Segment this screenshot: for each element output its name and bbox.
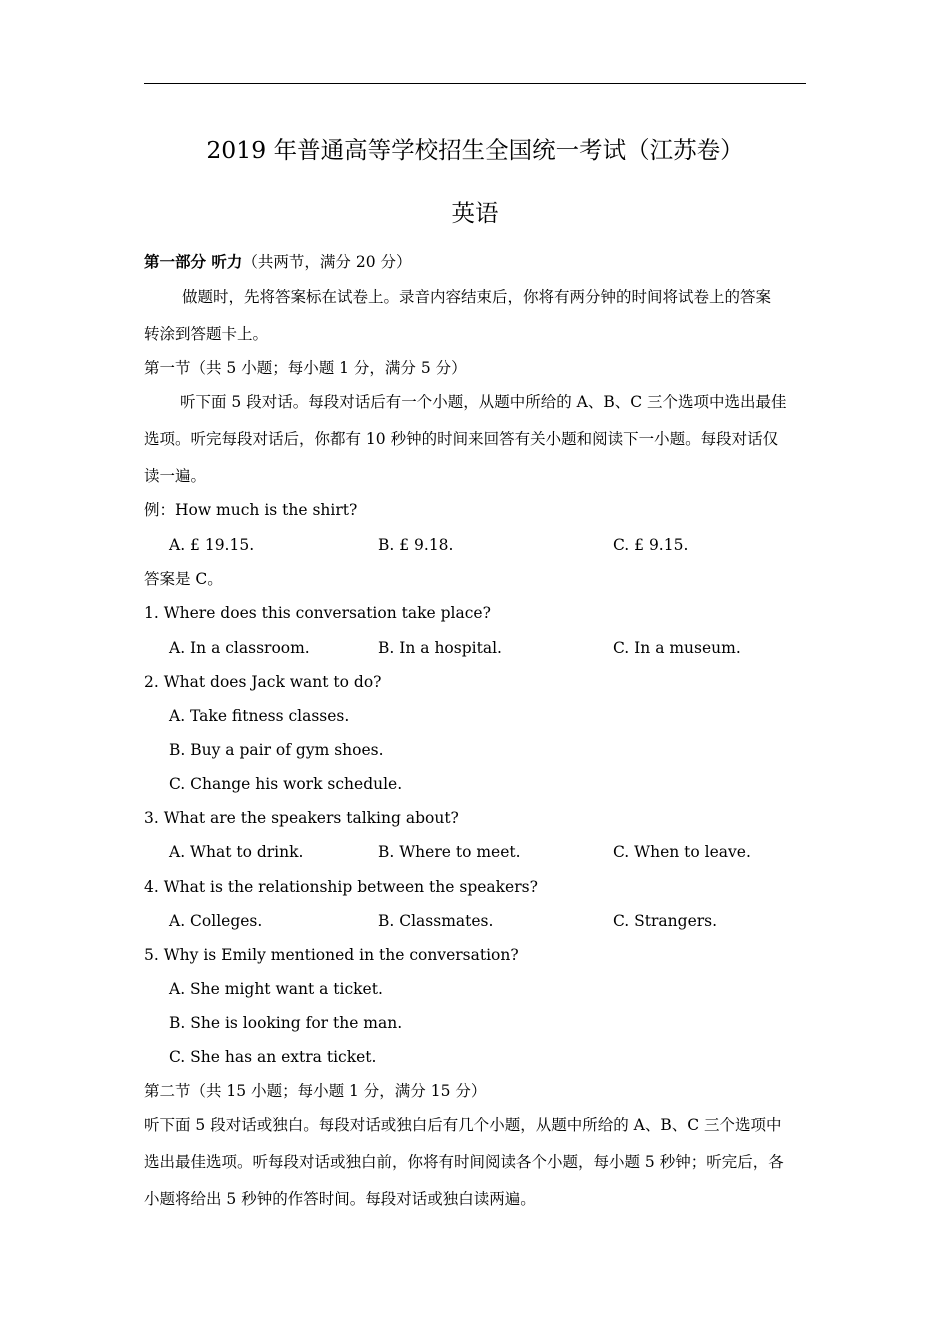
section1-heading: 第一节（共 5 小题；每小题 1 分，满分 5 分）: [144, 359, 467, 377]
example-option-b: B. £ 9.18.: [378, 536, 454, 554]
question-option: B. Where to meet.: [378, 843, 521, 861]
question-option: B. Buy a pair of gym shoes.: [169, 741, 384, 759]
question-option: A. Take fitness classes.: [169, 707, 350, 725]
subject-title: 英语: [451, 199, 499, 227]
section2-instruction-line: 选出最佳选项。听每段对话或独白前，你将有时间阅读各个小题，每小题 5 秒钟；听完后，各: [144, 1153, 784, 1171]
example-option-c: C. £ 9.15.: [613, 536, 689, 554]
part1-instruction-line: 做题时，先将答案标在试卷上。录音内容结束后，你将有两分钟的时间将试卷上的答案: [182, 288, 772, 306]
example-option-a: A. £ 19.15.: [169, 536, 255, 554]
question-option: B. In a hospital.: [378, 639, 502, 657]
example-answer: 答案是 C。: [144, 570, 223, 588]
part1-heading: [144, 252, 411, 272]
question-option: A. In a classroom.: [169, 639, 310, 657]
question-option: C. She has an extra ticket.: [169, 1048, 377, 1066]
question-option: C. Strangers.: [613, 912, 718, 930]
header-rule: [144, 83, 806, 84]
section2-heading: 第二节（共 15 小题；每小题 1 分，满分 15 分）: [144, 1082, 487, 1100]
question-option: A. She might want a ticket.: [169, 980, 383, 998]
question-option: B. She is looking for the man.: [169, 1014, 403, 1032]
section1-instruction-line: 读一遍。: [144, 467, 207, 485]
part1-instruction-line: 转涂到答题卡上。: [144, 325, 269, 343]
question-option: A. Colleges.: [169, 912, 263, 930]
section2-instruction-line: 小题将给出 5 秒钟的作答时间。每段对话或独白读两遍。: [144, 1190, 536, 1208]
question-stem: 3. What are the speakers talking about?: [144, 809, 459, 827]
question-option: C. In a museum.: [613, 639, 741, 657]
part1-heading-bold: 第一部分 听力: [144, 252, 243, 271]
question-option: C. Change his work schedule.: [169, 775, 403, 793]
question-option: A. What to drink.: [169, 843, 304, 861]
section2-instruction-line: 听下面 5 段对话或独白。每段对话或独白后有几个小题，从题中所给的 A、B、C 三个选项中: [144, 1116, 782, 1134]
exam-title: 2019 年普通高等学校招生全国统一考试（江苏卷）: [206, 136, 744, 164]
section1-instruction-line: 选项。听完每段对话后，你都有 10 秒钟的时间来回答有关小题和阅读下一小题。每段对话仅: [144, 430, 779, 448]
question-option: B. Classmates.: [378, 912, 494, 930]
question-stem: 1. Where does this conversation take place?: [144, 604, 491, 622]
example-question: 例：How much is the shirt?: [144, 501, 358, 519]
question-stem: 4. What is the relationship between the speakers?: [144, 878, 538, 896]
question-option: C. When to leave.: [613, 843, 751, 861]
question-stem: 2. What does Jack want to do?: [144, 673, 382, 691]
part1-heading-rest: （共两节，满分 20 分）: [242, 253, 412, 271]
section1-instruction-line: 听下面 5 段对话。每段对话后有一个小题，从题中所给的 A、B、C 三个选项中选出最佳: [180, 393, 787, 411]
question-stem: 5. Why is Emily mentioned in the conversation?: [144, 946, 519, 964]
